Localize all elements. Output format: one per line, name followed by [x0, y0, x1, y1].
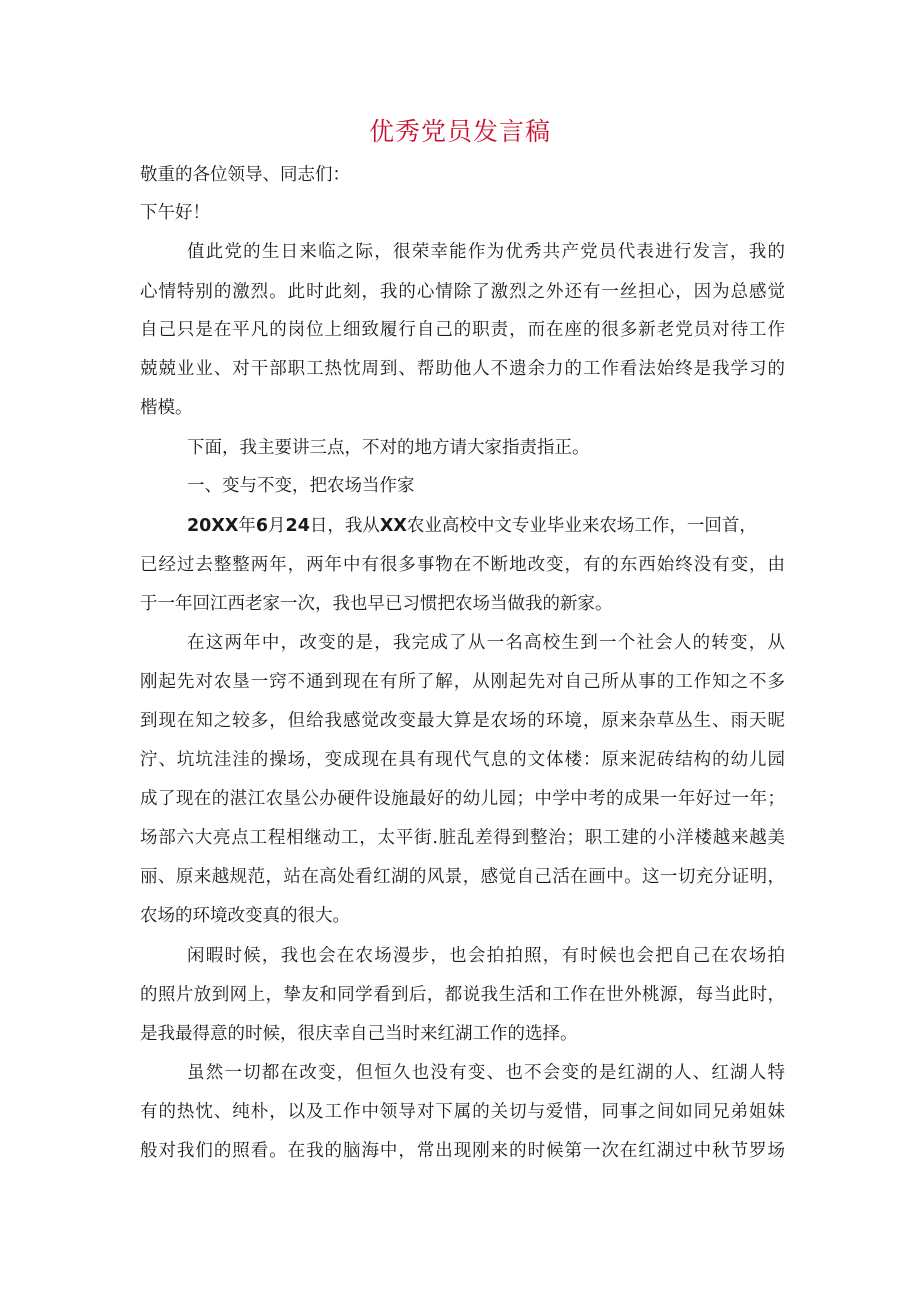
paragraph-2: 下面，我主要讲三点，不对的地方请大家指责指正。 — [187, 438, 590, 458]
paragraph-3-line-1-rest: 农业高校中文专业毕业来农场工作，一回首， — [406, 516, 757, 536]
paragraph-1-line-3: 自己只是在平凡的岗位上细致履行自己的职责，而在座的很多新老党员对待工作 — [140, 320, 785, 340]
paragraph-3-line-1 — [187, 514, 785, 538]
paragraph-1-line-4: 兢兢业业、对干部职工热忱周到、帮助他人不遗余力的工作看法始终是我学习的 — [140, 359, 785, 379]
paragraph-4-line-7: 丽、原来越规范，站在高处看红湖的风景，感觉自己活在画中。这一切充分证明， — [140, 867, 785, 887]
date-month: 6 — [255, 516, 269, 536]
document-title: 优秀党员发言稿 — [368, 117, 551, 146]
paragraph-6-line-1: 虽然一切都在改变，但恒久也没有变、也不会变的是红湖的人、红湖人特 — [187, 1063, 785, 1083]
paragraph-5-line-2: 的照片放到网上，挚友和同学看到后，都说我生活和工作在世外桃源，每当此时， — [140, 985, 785, 1005]
salutation: 下午好！ — [140, 203, 210, 223]
paragraph-3-line-2: 已经过去整整两年，两年中有很多事物在不断地改变，有的东西始终没有变，由 — [140, 555, 785, 575]
paragraph-3-line-3: 于一年回江西老家一次，我也早已习惯把农场当做我的新家。 — [140, 594, 613, 614]
paragraph-4-line-5: 成了现在的湛江农垦公办硬件设施最好的幼儿园；中学中考的成果一年好过一年； — [140, 789, 785, 809]
paragraph-6-line-3: 般对我们的照看。在我的脑海中，常出现刚来的时候第一次在红湖过中秋节罗场 — [140, 1141, 785, 1161]
paragraph-4-line-6: 场部六大亮点工程相继动工，太平街.脏乱差得到整治；职工建的小洋楼越来越美 — [140, 828, 785, 848]
paragraph-5-line-1: 闲暇时候，我也会在农场漫步，也会拍拍照，有时候也会把自己在农场拍 — [187, 946, 785, 966]
day-char: 日，我从 — [309, 516, 380, 536]
paragraph-1-line-1: 值此党的生日来临之际，很荣幸能作为优秀共产党员代表进行发言，我的 — [187, 242, 785, 262]
paragraph-4-line-2: 刚起先对农垦一窍不通到现在有所了解，从刚起先对自己所从事的工作知之不多 — [140, 672, 785, 692]
date-year: 20XX — [187, 516, 239, 536]
paragraph-4-line-4: 泞、坑坑洼洼的操场，变成现在具有现代气息的文体楼：原来泥砖结构的幼儿园 — [140, 750, 785, 770]
section-heading-1: 一、变与不变，把农场当作家 — [187, 476, 415, 496]
paragraph-1-line-5: 楷模。 — [140, 398, 193, 418]
paragraph-4-line-8: 农场的环境改变真的很大。 — [140, 906, 350, 926]
date-day: 24 — [285, 516, 310, 536]
paragraph-4-line-3: 到现在知之较多，但给我感觉改变最大算是农场的环境，原来杂草丛生、雨天昵 — [140, 711, 785, 731]
year-char: 年 — [238, 516, 256, 536]
paragraph-1-line-2: 心情特别的激烈。此时此刻，我的心情除了激烈之外还有一丝担心，因为总感觉 — [140, 282, 785, 302]
month-char: 月 — [268, 516, 286, 536]
paragraph-4-line-1: 在这两年中，改变的是，我完成了从一名高校生到一个社会人的转变，从 — [187, 633, 785, 653]
paragraph-5-line-3: 是我最得意的时候，很庆幸自己当时来红湖工作的选择。 — [140, 1024, 578, 1044]
school-name: XX — [379, 516, 407, 536]
paragraph-6-line-2: 有的热忱、纯朴，以及工作中领导对下属的关切与爱惜，同事之间如同兄弟姐妹 — [140, 1102, 785, 1122]
greeting: 敬重的各位领导、同志们： — [140, 165, 350, 185]
